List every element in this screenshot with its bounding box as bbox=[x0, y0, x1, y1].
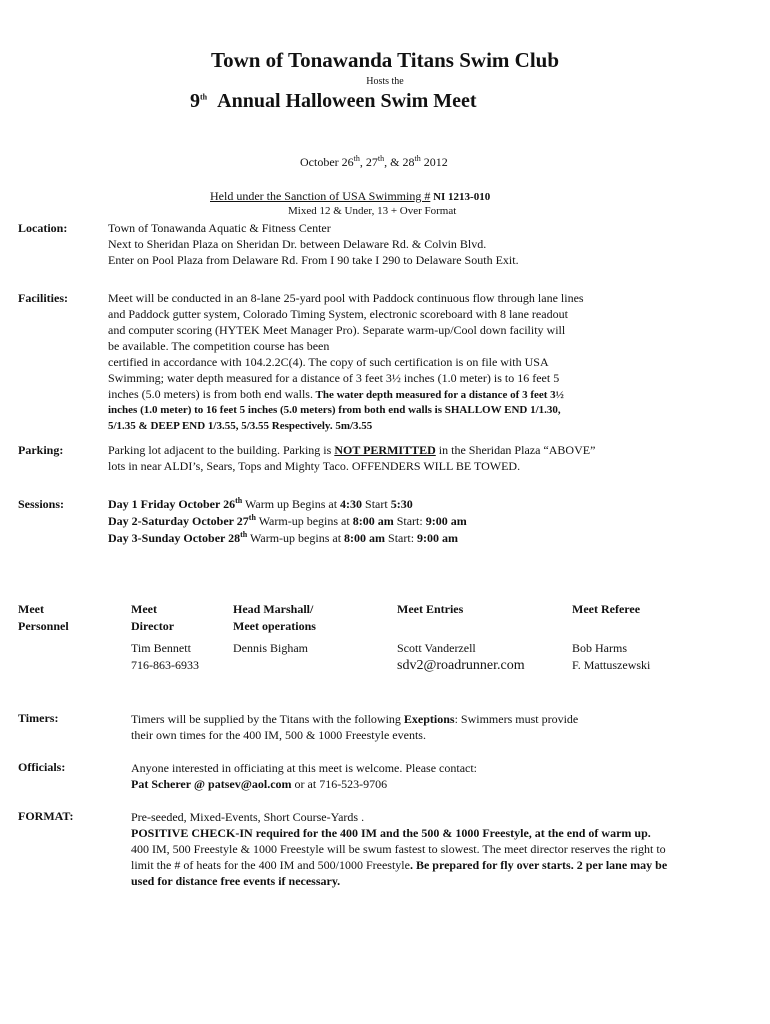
sanction-line bbox=[210, 188, 490, 205]
meet-name: Annual Halloween Swim Meet bbox=[217, 90, 477, 112]
sanction-text: Held under the Sanction of USA Swimming # bbox=[210, 189, 431, 203]
personnel-director-header: Meet Director bbox=[131, 602, 175, 633]
sessions-label: Sessions: bbox=[18, 497, 65, 511]
personnel-entries-header: Meet Entries bbox=[397, 602, 464, 616]
session-day-3: Day 3-Sunday October 28th Warm-up begins at 8:00 am Start: 9:00 am bbox=[108, 530, 459, 545]
meet-title bbox=[190, 90, 477, 113]
entries-email[interactable]: sdv2@roadrunner.com bbox=[397, 658, 525, 673]
hosts-line: Hosts the bbox=[366, 76, 404, 87]
session-day-1: Day 1 Friday October 26th Warm up Begins at 4:30 Start 5:30 bbox=[108, 496, 413, 511]
location-label: Location: bbox=[18, 221, 68, 235]
sanction-number: NI 1213-010 bbox=[430, 191, 491, 203]
facilities-text: Meet will be conducted in an 8-lane 25-yard pool with Paddock continuous flow through lane lines and Paddock gutter system, Colorado Timing System, electronic scoreboard with 8 lane readout and computer scoring (HYTEK Meet Manager Pro). Separate warm-up/Cool down facility will be available. The competition course has been certified in accordance with 104.2.2C(4). The copy of such certification is on file with USA Swimming; water depth measured for a distance of 3 feet 3½ inches (1.0 meter) is to 16 feet 5 inches (5.0 meters) is from both end walls. The water depth measured for a distance of 3 feet 3½ inches (1.0 meter) to 16 feet 5 inches (5.0 meters) from both end walls is SHALLOW END 1/1.30, 5/1.35 & DEEP END 1/3.55, 5/3.55 Respectively. 5m/3.55 bbox=[108, 291, 584, 432]
parking-label: Parking: bbox=[18, 443, 64, 457]
personnel-referee-value: Bob Harms F. Mattuszewski bbox=[572, 641, 651, 672]
officials-label: Officials: bbox=[18, 760, 66, 774]
not-permitted-text: NOT PERMITTED bbox=[334, 443, 436, 457]
timers-label: Timers: bbox=[18, 711, 59, 725]
club-title: Town of Tonawanda Titans Swim Club bbox=[210, 48, 560, 72]
format-subtitle: Mixed 12 & Under, 13 + Over Format bbox=[288, 205, 457, 217]
format-text: Pre-seeded, Mixed-Events, Short Course-Yards . POSITIVE CHECK-IN required for the 400 IM and the 500 & 1000 Freestyle, at the end of warm up. 400 IM, 500 Freestyle & 1000 Freestyle will be swum fastest to slowest. The meet director reserves the right to limit the # of heats for the 400 IM and 500/1000 Freestyle. Be prepared for fly over starts. 2 per lane may be used for distance free events if necessary. bbox=[131, 810, 668, 888]
facilities-label: Facilities: bbox=[18, 291, 68, 305]
parking-text: Parking lot adjacent to the building. Parking is NOT PERMITTED in the Sheridan Plaza “ABOVE” lots in near ALDI’s, Sears, Tops and Mighty Taco. OFFENDERS WILL BE TOWED. bbox=[108, 443, 596, 473]
meet-ordinal: 9 bbox=[190, 90, 200, 112]
personnel-marshall-header: Head Marshall/ Meet operations bbox=[233, 602, 316, 633]
personnel-label: Meet Personnel bbox=[18, 602, 69, 633]
personnel-referee-header: Meet Referee bbox=[572, 602, 641, 616]
session-day-2: Day 2-Saturday October 27th Warm-up begins at 8:00 am Start: 9:00 am bbox=[108, 513, 467, 528]
meet-ordinal-suffix: th bbox=[200, 92, 208, 102]
location-text: Town of Tonawanda Aquatic & Fitness Center Next to Sheridan Plaza on Sheridan Dr. between Delaware Rd. & Colvin Blvd. Enter on Pool Plaza from Delaware Rd. From I 90 take I 290 to Delaware South Exit. bbox=[108, 221, 519, 267]
meet-dates: October 26th, 27th, & 28th 2012 bbox=[300, 154, 448, 169]
officials-contact[interactable]: Pat Scherer @ patsev@aol.com bbox=[131, 777, 292, 791]
personnel-director-value: Tim Bennett 716-863-6933 bbox=[131, 641, 199, 672]
officials-text: Anyone interested in officiating at this meet is welcome. Please contact: Pat Scherer @ patsev@aol.com or at 716-523-9706 bbox=[131, 761, 478, 791]
personnel-marshall-value: Dennis Bigham bbox=[233, 641, 308, 655]
personnel-entries-value: Scott Vanderzell sdv2@roadrunner.com bbox=[397, 641, 525, 673]
sessions-list bbox=[108, 496, 467, 547]
timers-text: Timers will be supplied by the Titans with the following Exeptions: Swimmers must provide their own times for the 400 IM, 500 & 1000 Freestyle events. bbox=[131, 712, 579, 742]
format-label: FORMAT: bbox=[18, 809, 74, 823]
